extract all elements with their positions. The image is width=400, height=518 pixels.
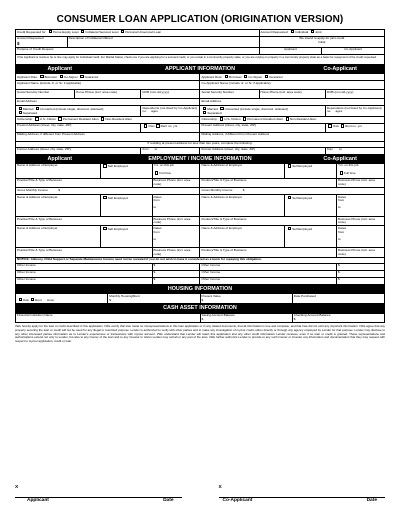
co-other-income-2-label: Other Income [201, 270, 221, 275]
co-other-income-2-amt[interactable] [337, 270, 385, 277]
app-other-income-2-dollar: $ [153, 270, 156, 275]
home-equity-label: Home Equity Loan [53, 29, 79, 34]
app-years-label: no. yrs [168, 124, 178, 129]
collateral-description-label: Description of Collateral Offered [68, 36, 113, 41]
joint-intent-cell[interactable] [259, 36, 384, 47]
housing-own-checkbox[interactable] [19, 298, 22, 301]
app-dates2-from: from [153, 198, 160, 203]
co-dates3-label: Dates [338, 225, 347, 230]
app-dates3-from: from [153, 229, 160, 234]
app-bus-phone2-field[interactable] [152, 217, 200, 226]
housing-own-rent-cell [16, 294, 108, 303]
app-position3-field[interactable] [16, 248, 153, 257]
applicant-name-field[interactable] [16, 80, 200, 89]
app-former-to: to [154, 147, 158, 152]
co-gross-label: Gross Monthly Income [201, 187, 233, 192]
savings-dollar: $ [201, 316, 204, 321]
co-self-employed-label: Self Employed [292, 164, 313, 169]
app-present-address-field[interactable] [16, 123, 141, 132]
applicant-info-title: APPLICANT INFORMATION [165, 65, 235, 72]
co-present-address-label: Present Address (street, city, state, ZIP) [201, 123, 256, 128]
income-notice-text: Alimony, Child Support or Separate Maintenance Income need not be revealed if you do not wish to have it considered as a basis for repaying this obligation. [30, 257, 262, 262]
co-applicant-date-label: Date [366, 497, 377, 503]
co-dependents-label: Dependents (not listed by Co-Applicant) [326, 105, 382, 110]
housing-since-label: since [46, 297, 55, 302]
app-former-from: from [142, 147, 149, 152]
app-position3-label: Position/Title & Type of Business [17, 247, 62, 252]
savings-label: Saving Account Balance [201, 313, 235, 318]
applicant-name-label: Applicant Name (include Jr. or Sr. if applicable) [17, 80, 82, 85]
app-other-income-3-label: Other Income [17, 277, 36, 282]
co-self-employed3-checkbox[interactable] [288, 227, 291, 230]
co-other-income-1-amt[interactable] [337, 263, 385, 270]
app-bus-phone2-label: Business Phone (incl. area code) [153, 216, 191, 225]
co-home-phone-label: Home Phone (incl. area code) [260, 89, 302, 94]
app-bus-phone-label: Business Phone (incl. area code) [153, 178, 191, 186]
app-permanent-checkbox[interactable] [58, 117, 61, 120]
co-dependents-no: no. [326, 109, 332, 114]
app-position2-label: Position/Title & Type of Business [17, 216, 62, 221]
joint-intent-label: We intend to apply for joint credit [299, 36, 345, 41]
app-yrs-job-cell[interactable] [152, 163, 200, 178]
app-full-time-checkbox[interactable] [155, 171, 158, 174]
co-employer-label: Name & Address of Employer [201, 163, 243, 168]
co-dob-field[interactable] [325, 89, 384, 98]
collateral-secured-checkbox[interactable] [81, 30, 84, 33]
app-ssn-field[interactable] [16, 89, 75, 98]
co-applicant-x-mark: X [218, 485, 222, 490]
co-dates2-from: from [338, 198, 345, 203]
co-position-field[interactable] [200, 178, 337, 187]
app-other-income-2-label: Other Income [17, 270, 36, 275]
co-dependents-ages: ages [335, 109, 343, 114]
app-citizenship-cell [16, 116, 200, 123]
app-email-field[interactable] [16, 98, 200, 105]
joint-label: Joint [315, 29, 322, 34]
co-self-employed-checkbox[interactable] [288, 164, 291, 167]
checking-label: Checking Account Balance [293, 313, 331, 318]
checking-dollar: $ [293, 316, 296, 321]
co-applicant-name-label: Co-Applicant Name (include Jr. or Sr. if applicable) [201, 80, 271, 85]
co-other-income-2[interactable] [200, 270, 337, 277]
co-dob-label: DOB (mm-dd-yyyy) [326, 89, 354, 94]
applicant-role-label: Applicant Role: [17, 74, 38, 79]
co-full-time-checkbox[interactable] [340, 171, 343, 174]
co-mailing-label: Mailing Address, if different from Present Address [201, 132, 270, 137]
employment-header [15, 155, 385, 163]
app-home-phone-field[interactable] [75, 89, 141, 98]
co-bus-phone-label: Business Phone (incl. area code) [338, 178, 375, 186]
co-ssn-field[interactable] [200, 89, 259, 98]
co-employer2-field[interactable] [200, 195, 285, 217]
income-notice-title: NOTICE: [17, 257, 30, 262]
co-former-address-field[interactable] [200, 147, 325, 154]
app-borrower-checkbox[interactable] [40, 75, 43, 78]
app-nonresident-checkbox[interactable] [101, 117, 104, 120]
co-rent-checkbox[interactable] [341, 124, 344, 127]
app-home-phone-label: Home Phone (incl. area code) [76, 89, 118, 94]
app-present-address-label: Present Address (street, city, state, ZIP) [17, 123, 72, 128]
emp-co-applicant-header: Co-Applicant [323, 155, 357, 162]
app-other-income-1-label: Other Income [17, 263, 36, 268]
employment-title: EMPLOYMENT / INCOME INFORMATION [148, 155, 252, 162]
co-borrower-checkbox[interactable] [225, 75, 228, 78]
app-former-address-field[interactable] [16, 147, 141, 154]
co-self-employed2-label: Self Employed [292, 195, 313, 200]
personal-unsecured-checkbox[interactable] [121, 30, 124, 33]
co-dates3-to: to [338, 236, 341, 241]
co-gross-dollar: $ [242, 187, 245, 192]
app-dates2-to: to [153, 205, 157, 210]
co-position3-label: Position/Title & Type of Business [201, 247, 247, 252]
credit-type-cell [16, 29, 260, 36]
app-dependents-no: no. [142, 109, 147, 114]
app-self-employed3-label: Self Employed [107, 226, 128, 231]
co-other-income-3[interactable] [200, 277, 337, 284]
co-dates2-label: Dates [338, 194, 347, 199]
amount-requested-label: Amount Requested [17, 36, 44, 41]
app-ssn-label: Social Security Number [17, 89, 50, 94]
co-employer2-label: Name & Address of Employer [201, 194, 243, 199]
app-yrs-job-label: Yrs. on this job [153, 163, 174, 168]
co-dates2-cell[interactable] [337, 195, 385, 217]
co-married-checkbox[interactable] [203, 107, 206, 110]
app-employer3-label: Name & Address of Employer [17, 225, 58, 230]
marital-notice: If the Applicant is married, he or she may apply for individual credit. For Marital Status, check one if you are applying for a secured credit, or you reside in a community property state, or you are relying on property in a community property state as a basis for repayment of the credit requested. [15, 55, 385, 65]
app-borrower-label: Borrower [44, 74, 58, 79]
app-dates2-label: Dates [153, 194, 162, 199]
housing-rent-label: Rent [35, 297, 42, 302]
housing-date-field[interactable] [292, 294, 384, 303]
app-other-income-3-amt[interactable] [152, 277, 200, 284]
applicant-date-label: Date [163, 497, 174, 503]
co-dates3-cell[interactable] [337, 226, 385, 248]
co-us-citizen-checkbox[interactable] [220, 117, 223, 120]
co-unmarried-label: Unmarried (include single, divorced, widowed) [224, 106, 288, 111]
app-employer2-label: Name & Address of Employer [17, 194, 58, 199]
app-dependents-label: Dependents (not listed by Co-Applicant) [142, 105, 198, 110]
app-self-employed2-label: Self Employed [107, 195, 128, 200]
amount-requested-field[interactable] [16, 36, 68, 47]
app-nonresident-label: Non-Resident Alien [105, 117, 132, 122]
co-marital-cell [200, 105, 325, 116]
former-note-label: If residing at present address for less than two years, complete the following: [147, 141, 253, 146]
co-cosigner-checkbox[interactable] [244, 75, 247, 78]
co-unmarried-checkbox[interactable] [220, 107, 223, 110]
credit-requested-label: Credit Requested for: [17, 29, 47, 34]
app-married-checkbox[interactable] [19, 107, 22, 110]
applicant-signature-line[interactable] [15, 485, 182, 503]
housing-table [15, 293, 385, 303]
co-own-rent-cell [325, 123, 384, 132]
co-other-income-3-dollar: $ [338, 277, 340, 282]
applicant-initial-field[interactable] [259, 47, 322, 54]
housing-value-dollar: $ [201, 297, 204, 302]
app-guarantor-label: Guarantor [84, 74, 99, 79]
co-own-label: Own [332, 124, 340, 129]
housing-rent-checkbox[interactable] [31, 298, 34, 301]
co-rent-label: Rent [345, 124, 352, 129]
app-unmarried-checkbox[interactable] [36, 107, 39, 110]
app-permanent-label: Permanent Resident Alien [62, 117, 99, 122]
signature-block [15, 485, 385, 503]
form-title: CONSUMER LOAN APPLICATION (ORIGINATION VERSION) [56, 14, 344, 25]
app-employer3-field[interactable] [16, 226, 101, 248]
app-own-rent-cell [141, 123, 200, 132]
co-married-label: Married [207, 106, 218, 111]
co-other-income-2-dollar: $ [338, 270, 340, 275]
app-dob-label: DOB (mm-dd-yyyy) [142, 89, 169, 94]
app-dependents-ages: ages [151, 109, 158, 114]
app-separated-checkbox[interactable] [19, 111, 22, 114]
co-former-from: from [326, 147, 334, 152]
home-equity-checkbox[interactable] [49, 30, 52, 33]
app-gross-dollar: $ [58, 187, 61, 192]
co-applicant-header-label: Co-Applicant [323, 65, 357, 72]
app-married-label: Married [22, 106, 34, 111]
app-self-emp3-cell [100, 226, 152, 248]
co-position2-label: Position/Title & Type of Business [201, 216, 247, 221]
applicant-info-table [15, 73, 385, 155]
app-own-checkbox[interactable] [144, 124, 147, 127]
co-yrs-job-cell[interactable] [337, 163, 385, 178]
app-employer2-field[interactable] [16, 195, 101, 217]
purpose-field[interactable] [16, 47, 260, 54]
app-full-time-label: Full time [159, 171, 172, 176]
co-yrs-job-label: Yrs. on this job [338, 163, 359, 168]
app-marital-cell [16, 105, 141, 116]
co-other-income-3-label: Other Income [201, 277, 221, 282]
co-position3-field[interactable] [200, 248, 337, 257]
co-bus-phone-field[interactable] [337, 178, 385, 187]
app-us-citizen-label: U.S. Citizen [39, 117, 57, 122]
co-years-label: no. yrs [352, 124, 362, 129]
app-own-label: Own [148, 124, 155, 129]
app-self-emp2-cell [100, 195, 152, 217]
applicant-header-label: Applicant [47, 65, 73, 72]
credit-request-table [15, 29, 385, 55]
co-separated-label: Separated [207, 110, 222, 115]
co-nonresident-checkbox[interactable] [286, 117, 289, 120]
applicant-signature-label: Applicant [27, 497, 49, 503]
co-dependents-cell[interactable] [325, 105, 384, 116]
individual-checkbox[interactable] [291, 30, 294, 33]
co-dates3-from: from [338, 229, 345, 234]
co-own-checkbox[interactable] [328, 124, 331, 127]
app-email-label: Email Address [17, 98, 37, 103]
co-applicant-signature-label: Co-Applicant [222, 497, 253, 503]
initial-label: Initial [318, 39, 326, 44]
co-self-employed2-checkbox[interactable] [288, 196, 291, 199]
institution-field[interactable] [16, 313, 201, 322]
co-self-emp2-cell [285, 195, 337, 217]
app-dependents-cell[interactable] [141, 105, 200, 116]
housing-value-label: Present Value [201, 294, 221, 299]
app-separated-label: Separated [22, 110, 38, 115]
housing-payment-dollar: $ [109, 297, 111, 302]
co-email-label: Email Address [201, 98, 222, 103]
personal-unsecured-label: Personal Unsecured Loan [125, 29, 162, 34]
co-full-time-label: Full time [343, 171, 356, 176]
app-other-income-3[interactable] [16, 277, 153, 284]
applicant-role-cell [16, 73, 200, 80]
co-mailing-field[interactable] [200, 132, 385, 141]
co-bus-phone2-field[interactable] [337, 217, 385, 226]
app-position2-field[interactable] [16, 217, 153, 226]
co-employer-field[interactable] [200, 163, 285, 178]
app-other-income-1-dollar: $ [153, 263, 156, 268]
app-former-dates[interactable] [141, 147, 200, 154]
app-self-employed2-checkbox[interactable] [103, 196, 106, 199]
co-other-income-3-amt[interactable] [337, 277, 385, 284]
applicant-info-header [15, 65, 385, 73]
collateral-description-field[interactable] [67, 36, 259, 47]
app-cosigner-checkbox[interactable] [60, 75, 63, 78]
housing-value-field[interactable] [200, 294, 292, 303]
housing-header: HOUSING INFORMATION [15, 285, 385, 294]
co-guarantor-checkbox[interactable] [265, 75, 268, 78]
co-former-dates[interactable] [325, 147, 384, 154]
co-bus-phone2-label: Business Phone (incl. area code) [338, 216, 375, 225]
app-employer-label: Name & Address of Employer [17, 163, 58, 168]
app-bus-phone3-field[interactable] [152, 248, 200, 257]
co-other-income-1-label: Other Income [201, 263, 221, 268]
app-bus-phone3-label: Business Phone (incl. area code) [153, 247, 191, 256]
app-mailing-field[interactable] [16, 132, 200, 141]
co-employer3-label: Name & Address of Employer [201, 225, 243, 230]
co-applicant-role-cell [200, 73, 385, 80]
certification-text: I/We hereby apply for the loan or credit described in this application. I/We certify that I/we made no misrepresentations in this loan application or in any related documents, that all information is true and complete, and that I/we did not omit any important information. I/We agree that any property securing the loan or credit will not be used for any illegal or restricted purpose. Lender is authorized to verify with other parties and to make any investigation of my/our credit, either directly or through any agency employed by Lender for that purpose. Lender may disclose to any other interested parties information as to Lender's experiences or transactions with my/our account. I/We understand that Lender will retain this application and any other credit information Lender receives, even if no loan or credit is granted. These representations and authorizations extend not only to Lender, but also to any insurer of the loan and to any investor to whom Lender may sell all or any part of the loan. I/We further authorize Lender to provide to any such insurer or investor any information and documentation that they may request with respect to my/our application, credit or loan. [15, 323, 385, 344]
co-position-label: Position/Title & Type of Business [201, 178, 247, 183]
co-citizenship-label: Citizenship: [201, 117, 218, 122]
app-dates2-cell[interactable] [152, 195, 200, 217]
app-dates3-cell[interactable] [152, 226, 200, 248]
app-dob-field[interactable] [141, 89, 200, 98]
co-cosigner-label: Co-Signer [248, 74, 263, 79]
co-us-citizen-label: U.S. Citizen [224, 117, 241, 122]
co-former-address-label: Former Address (street, city, state, ZIP) [201, 147, 256, 152]
app-other-income-3-dollar: $ [153, 277, 156, 282]
co-other-income-1[interactable] [200, 263, 337, 270]
dollar-sign: $ [17, 40, 20, 46]
housing-own-label: Own [22, 297, 30, 302]
purpose-label: Purpose of Credit Request [17, 47, 54, 52]
individual-label: Individual [295, 29, 309, 34]
housing-date-label: Date Purchased [293, 294, 316, 299]
co-home-phone-field[interactable] [259, 89, 325, 98]
app-gross-label: Gross Monthly Income [17, 187, 48, 192]
account-type-cell [259, 29, 384, 36]
app-us-citizen-checkbox[interactable] [35, 117, 38, 120]
employment-table [15, 163, 385, 285]
app-former-address-label: Former Address (street, city, state, ZIP) [17, 147, 71, 152]
app-guarantor-checkbox[interactable] [80, 75, 83, 78]
co-applicant-role-label: Applicant Role: [201, 74, 223, 79]
app-unmarried-label: Unmarried (include single, divorced, widowed) [40, 106, 104, 111]
checking-field[interactable] [292, 313, 384, 322]
co-citizenship-cell [200, 116, 385, 123]
app-position-label: Position/Title & Type of Business [17, 178, 62, 183]
co-permanent-label: Permanent Resident Alien [247, 117, 284, 122]
app-cosigner-label: Co-Signer [63, 74, 78, 79]
housing-payment-label: Monthly Housing/Rent [109, 294, 140, 299]
co-position2-field[interactable] [200, 217, 337, 226]
co-present-address-field[interactable] [200, 123, 325, 132]
applicant-initial-label: Applicant [284, 47, 297, 52]
co-bus-phone3-field[interactable] [337, 248, 385, 257]
co-separated-checkbox[interactable] [203, 111, 206, 114]
joint-checkbox[interactable] [311, 30, 314, 33]
co-gross-income-field[interactable] [200, 188, 385, 195]
cash-table [15, 313, 385, 323]
co-applicant-signature-line[interactable] [219, 485, 386, 503]
co-guarantor-label: Guarantor [269, 74, 284, 79]
co-self-employed3-label: Self Employed [292, 226, 313, 231]
app-gross-income-field[interactable] [16, 188, 200, 195]
co-permanent-checkbox[interactable] [243, 117, 246, 120]
institution-label: Financial Institution Name [17, 313, 53, 318]
app-employer-field[interactable] [16, 163, 101, 178]
co-dates2-to: to [338, 205, 341, 210]
applicant-x-mark: X [15, 485, 19, 490]
app-self-employed-checkbox[interactable] [103, 164, 106, 167]
co-applicant-name-field[interactable] [200, 80, 385, 89]
co-ssn-label: Social Security Number [201, 89, 234, 94]
app-rent-label: Rent [160, 124, 168, 129]
emp-applicant-header: Applicant [47, 155, 73, 162]
app-self-employed3-checkbox[interactable] [103, 227, 106, 230]
app-other-income-1[interactable] [16, 263, 153, 270]
cash-header: CASH ASSET INFORMATION [15, 304, 385, 313]
app-rent-checkbox[interactable] [156, 124, 159, 127]
co-self-emp-cell [285, 163, 337, 178]
app-other-income-2-amt[interactable] [152, 270, 200, 277]
co-nonresident-label: Non-Resident Alien [289, 117, 317, 122]
co-applicant-initial-label: Co-Applicant [344, 47, 362, 52]
app-dates3-label: Dates [153, 225, 162, 230]
co-self-emp3-cell [285, 226, 337, 248]
co-former-to: to [339, 147, 342, 152]
app-other-income-1-amt[interactable] [152, 263, 200, 270]
co-other-income-1-dollar: $ [338, 263, 340, 268]
app-other-income-2[interactable] [16, 270, 153, 277]
app-self-emp-cell [100, 163, 152, 178]
co-borrower-label: Borrower [229, 74, 242, 79]
app-bus-phone-field[interactable] [152, 178, 200, 187]
housing-payment-field[interactable] [108, 294, 200, 303]
account-requested-label: Account Requested: [260, 29, 289, 34]
app-citizenship-label: Citizenship: [17, 117, 33, 122]
co-employer3-field[interactable] [200, 226, 285, 248]
app-dates3-to: to [153, 236, 157, 241]
co-applicant-initial-field[interactable] [322, 47, 385, 54]
savings-field[interactable] [200, 313, 292, 322]
app-mailing-label: Mailing Address, if different from Present Address [17, 132, 85, 137]
co-bus-phone3-label: Business Phone (incl. area code) [338, 247, 375, 256]
collateral-secured-label: Collateral Secured Loan [85, 29, 119, 34]
app-position-field[interactable] [16, 178, 153, 187]
app-self-employed-label: Self Employed [107, 164, 128, 169]
co-email-field[interactable] [200, 98, 385, 105]
